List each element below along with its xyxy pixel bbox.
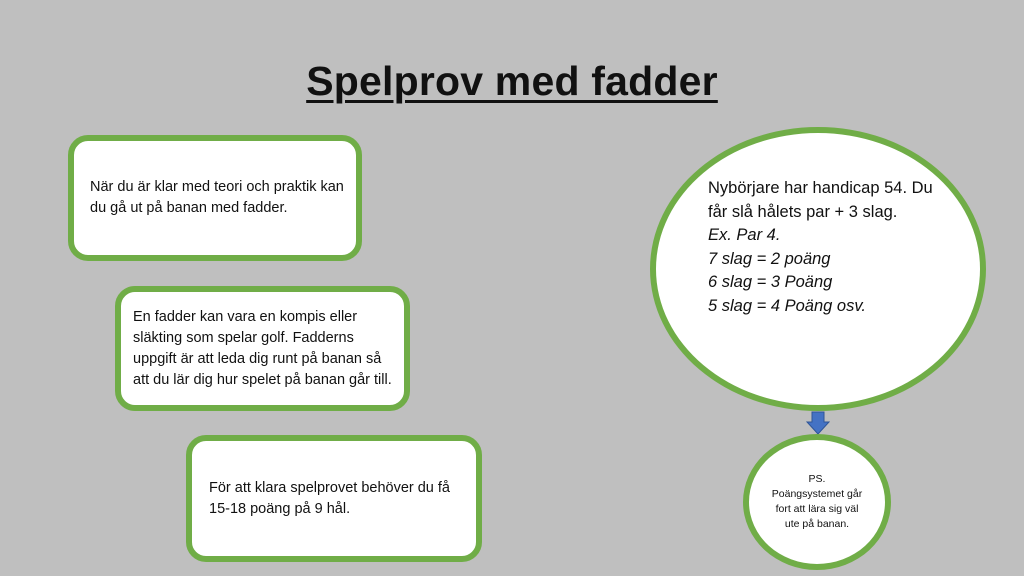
note-text: [771, 472, 863, 532]
note-line: Poängsystemet går fort att lära sig väl ute på banan.: [771, 488, 863, 530]
note-line: PS.: [808, 473, 826, 485]
scoring-example-line: 7 slag = 2 poäng: [708, 249, 831, 268]
info-box-fadder-text: En fadder kan vara en kompis eller släkting som spelar golf. Fadderns uppgift är att leda dig runt på banan så att du lär dig hur spelet på banan går till.: [133, 308, 392, 388]
info-box-intro-text: När du är klar med teori och praktik kan du gå ut på banan med fadder.: [90, 179, 344, 216]
note-circle: [743, 434, 891, 570]
info-box-requirement: [186, 435, 482, 562]
info-box-intro: [68, 135, 362, 261]
scoring-text: [708, 177, 948, 319]
scoring-intro: Nybörjare har handicap 54. Du får slå hålets par + 3 slag.: [708, 179, 933, 221]
info-box-fadder: [115, 286, 410, 411]
info-box-requirement-text: För att klara spelprovet behöver du få 15-18 poäng på 9 hål.: [209, 479, 450, 517]
arrow-down-icon: [806, 411, 830, 435]
page-title: Spelprov med fadder: [306, 58, 718, 104]
scoring-example-line: 5 slag = 4 Poäng osv.: [708, 296, 866, 315]
scoring-example-line: Ex. Par 4.: [708, 226, 781, 245]
scoring-example-line: 6 slag = 3 Poäng: [708, 273, 833, 292]
